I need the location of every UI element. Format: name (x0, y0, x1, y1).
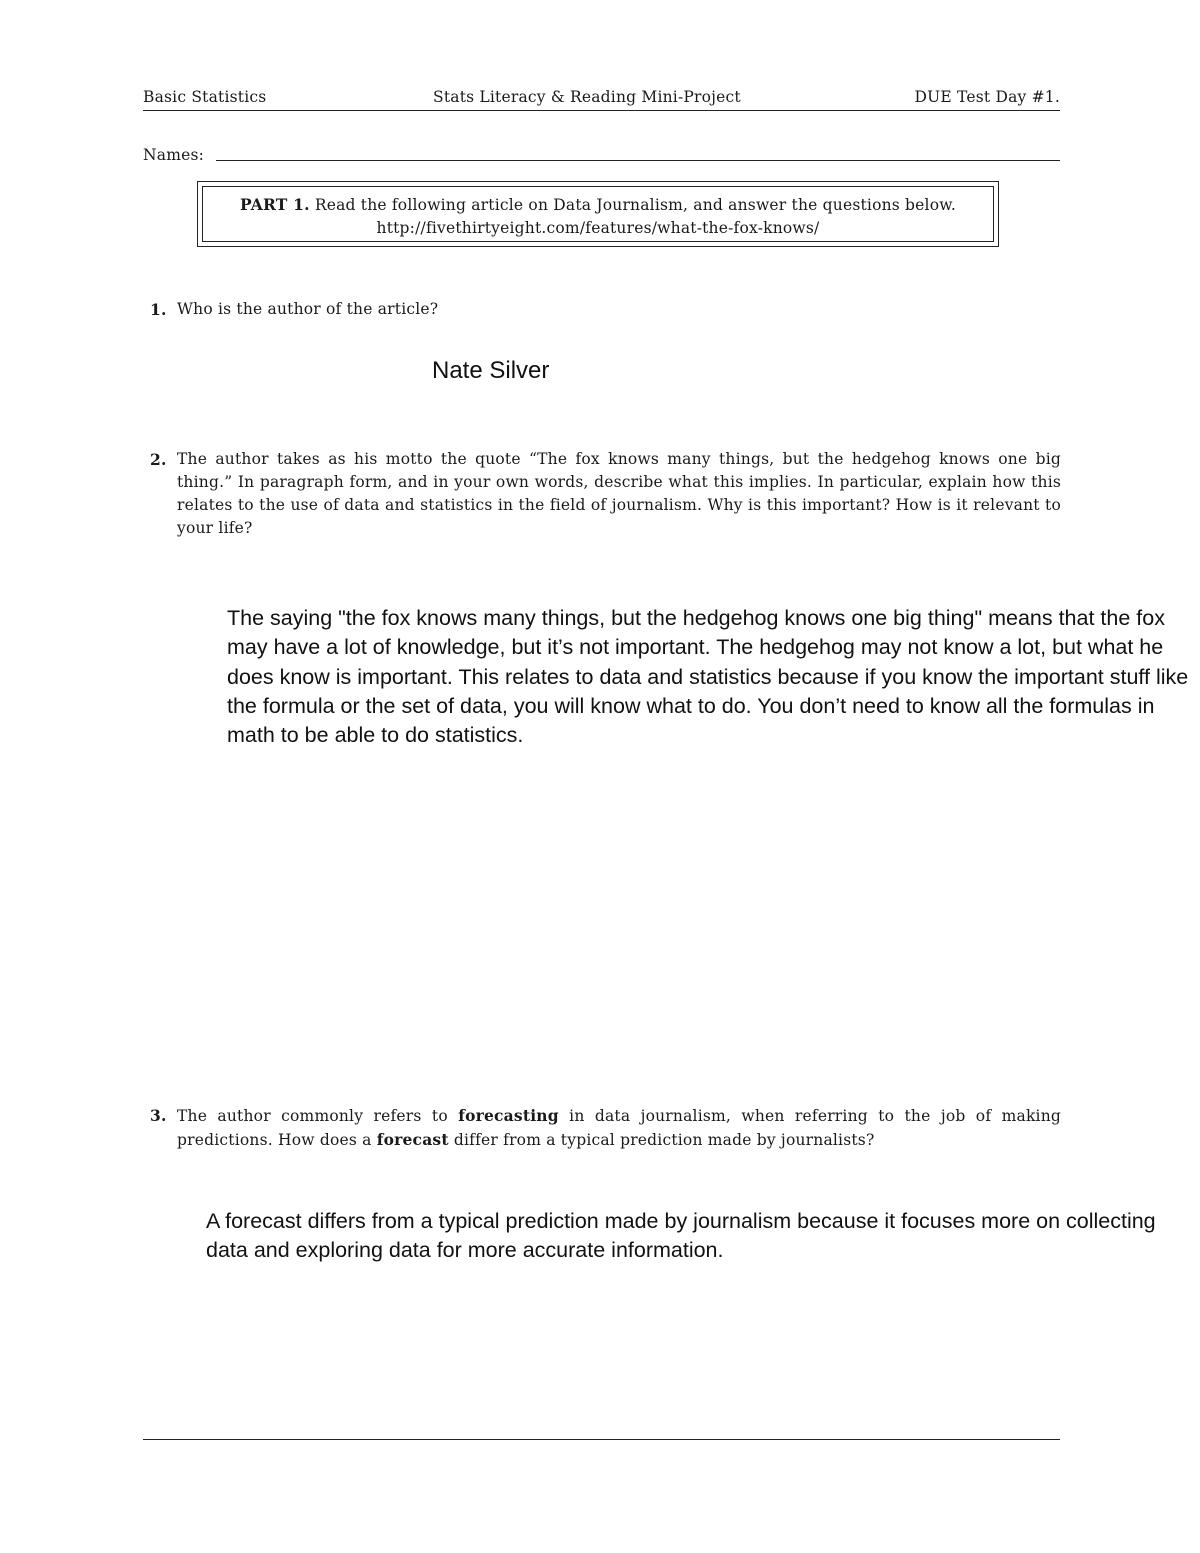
answer-2: The saying "the fox knows many things, but the hedgehog knows one big thing" means that the fox may have a lot of knowledge, but it’s not important. The hedgehog may not know a lot, but what he does know is important. This relates to data and statistics because if you know the important stuff like the formula or the set of data, you will know what to do. You don’t need to know all the formulas in math to be able to do statistics. (227, 606, 1189, 748)
question-text: The author takes as his motto the quote “The fox knows many things, but the hedgehog knows one big thing.” In paragraph form, and in your own words, describe what this implies. In particular, explain how this relates to the use of data and statistics in the field of journalism. Why is this important? How is it relevant to your life? (177, 450, 1061, 537)
part1-instruction-inner (202, 186, 994, 242)
question-text-part: in data journalism, when referring to the job of making predictions. How does a (177, 1107, 1062, 1149)
due-date: DUE Test Day #1. (914, 88, 1060, 106)
part1-instruction: Read the following article on Data Journalism, and answer the questions below. (314, 196, 956, 214)
course-title: Basic Statistics (143, 88, 267, 106)
names-field-line[interactable] (216, 160, 1060, 161)
question-text-part: differ from a typical prediction made by journalists? (453, 1131, 875, 1149)
question-text (177, 1104, 1061, 1152)
article-url[interactable]: http://fivethirtyeight.com/features/what-the-fox-knows/ (376, 219, 820, 237)
question-number: 2. (150, 450, 167, 469)
part1-instruction-line (203, 193, 993, 217)
question-number: 3. (150, 1106, 167, 1125)
assignment-title: Stats Literacy & Reading Mini-Project (433, 88, 741, 106)
answer-3: A forecast differs from a typical prediction made by journalism because it focuses more on collecting data and exploring data for more accurate information. (206, 1209, 1156, 1263)
term-forecast: forecast (376, 1130, 449, 1149)
part1-instruction-box (197, 181, 999, 247)
footer-rule (143, 1439, 1060, 1440)
page-header (143, 86, 1060, 111)
question-number: 1. (150, 300, 167, 319)
question-text: Who is the author of the article? (177, 300, 439, 318)
names-label: Names: (143, 146, 205, 164)
question-text-part: The author commonly refers to (177, 1107, 448, 1125)
term-forecasting: forecasting (458, 1106, 559, 1125)
part1-label: PART 1. (240, 195, 310, 214)
names-row (143, 144, 1060, 166)
answer-1: Nate Silver (432, 357, 550, 384)
